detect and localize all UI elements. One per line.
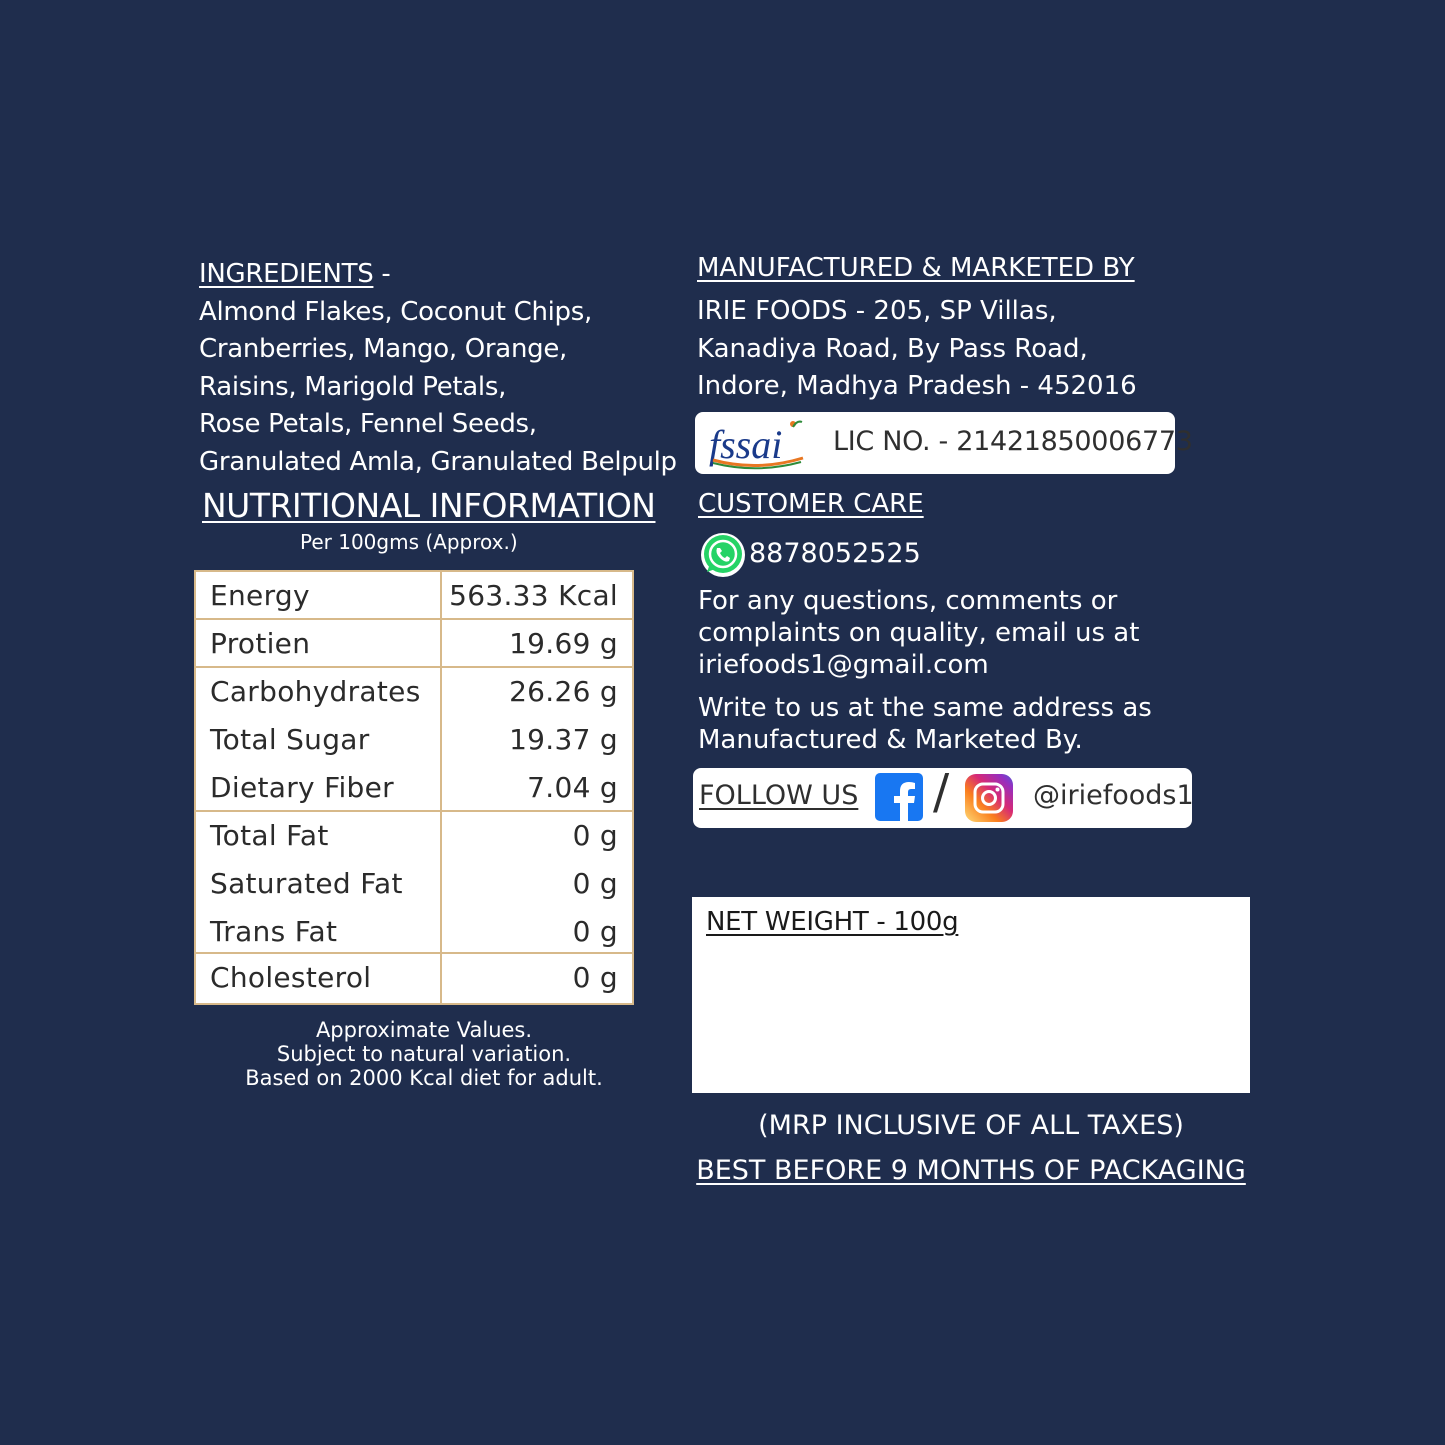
nutrition-table — [194, 570, 634, 1005]
nutrient-value: 19.69 g — [509, 627, 618, 660]
nutrient-value: 0 g — [572, 915, 618, 948]
fssai-logo-icon — [707, 416, 807, 470]
ingredients-line: Almond Flakes, Coconut Chips, — [199, 296, 592, 327]
customer-care-message — [698, 585, 1139, 681]
nutrient-value: 0 g — [572, 961, 618, 994]
table-row — [196, 716, 632, 764]
ingredients-line: Raisins, Marigold Petals, — [199, 371, 507, 402]
ingredients-heading: INGREDIENTS — [199, 259, 374, 289]
nutrition-subtitle: Per 100gms (Approx.) — [300, 530, 518, 554]
message-line: complaints on quality, email us at — [698, 618, 1140, 648]
ingredients-line: Cranberries, Mango, Orange, — [199, 334, 567, 364]
table-row — [196, 572, 632, 620]
ingredients-line: Rose Petals, Fennel Seeds, — [199, 409, 537, 439]
net-weight-box — [692, 897, 1250, 1093]
nutrient-name: Carbohydrates — [210, 675, 421, 708]
nutrition-notes — [194, 1018, 654, 1090]
nutrient-name: Cholesterol — [210, 961, 372, 994]
nutrient-name: Total Sugar — [210, 723, 370, 756]
write-line: Write to us at the same address as — [698, 693, 1152, 723]
follow-us-box — [693, 764, 1194, 828]
social-handle[interactable]: @iriefoods1 — [1033, 780, 1194, 811]
table-row — [196, 954, 632, 1002]
license-number: LIC NO. - 21421850006773 — [833, 426, 1193, 457]
nutrient-name: Energy — [210, 579, 310, 612]
nutrient-name: Trans Fat — [210, 915, 338, 948]
table-row — [196, 812, 632, 860]
nutrient-value: 7.04 g — [527, 771, 618, 804]
address-line: Indore, Madhya Pradesh - 452016 — [697, 371, 1137, 401]
ingredients-heading-line — [199, 256, 689, 294]
message-line: For any questions, comments or — [698, 586, 1118, 616]
nutrient-value: 0 g — [572, 867, 618, 900]
write-line: Manufactured & Marketed By. — [698, 725, 1083, 755]
nutrient-name: Dietary Fiber — [210, 771, 394, 804]
manufacturer-address — [697, 293, 1137, 406]
facebook-icon[interactable] — [875, 773, 923, 821]
net-weight: NET WEIGHT - 100g — [706, 907, 959, 937]
nutrient-value: 0 g — [572, 819, 618, 852]
manufacturer-title: MANUFACTURED & MARKETED BY — [697, 253, 1135, 283]
write-to-us — [698, 692, 1152, 756]
license-box — [695, 412, 1193, 474]
svg-text:fssai: fssai — [709, 422, 783, 467]
follow-us-label: FOLLOW US — [699, 780, 859, 811]
nutrition-title: NUTRITIONAL INFORMATION — [202, 486, 656, 525]
phone-number[interactable]: 8878052525 — [749, 538, 921, 569]
nutrient-name: Protien — [210, 627, 311, 660]
table-row — [196, 908, 632, 956]
email-link[interactable]: iriefoods1@gmail.com — [698, 650, 989, 680]
nutrient-value: 26.26 g — [509, 675, 618, 708]
table-row — [196, 668, 632, 716]
nutrient-name: Total Fat — [210, 819, 329, 852]
nutrient-name: Saturated Fat — [210, 867, 403, 900]
table-row — [196, 860, 632, 908]
instagram-icon[interactable] — [965, 774, 1013, 822]
nutrition-note: Subject to natural variation. — [276, 1042, 572, 1066]
ingredients-line: Granulated Amla, Granulated Belpulp — [199, 446, 677, 477]
nutrition-note: Approximate Values. — [315, 1018, 533, 1042]
nutrient-value: 19.37 g — [509, 723, 618, 756]
address-line: Kanadiya Road, By Pass Road, — [697, 333, 1088, 364]
ingredients-dash: - — [373, 259, 391, 289]
nutrition-note: Based on 2000 Kcal diet for adult. — [245, 1066, 603, 1090]
table-row — [196, 764, 632, 812]
whatsapp-icon — [700, 532, 746, 578]
nutrient-value: 563.33 Kcal — [449, 579, 618, 612]
customer-care-title: CUSTOMER CARE — [698, 489, 924, 519]
address-line: IRIE FOODS - 205, SP Villas, — [697, 296, 1057, 326]
ingredients-section — [199, 256, 689, 481]
best-before: BEST BEFORE 9 MONTHS OF PACKAGING — [696, 1155, 1246, 1186]
social-separator: / — [933, 764, 950, 820]
table-row — [196, 620, 632, 668]
mrp-note: (MRP INCLUSIVE OF ALL TAXES) — [758, 1110, 1184, 1141]
